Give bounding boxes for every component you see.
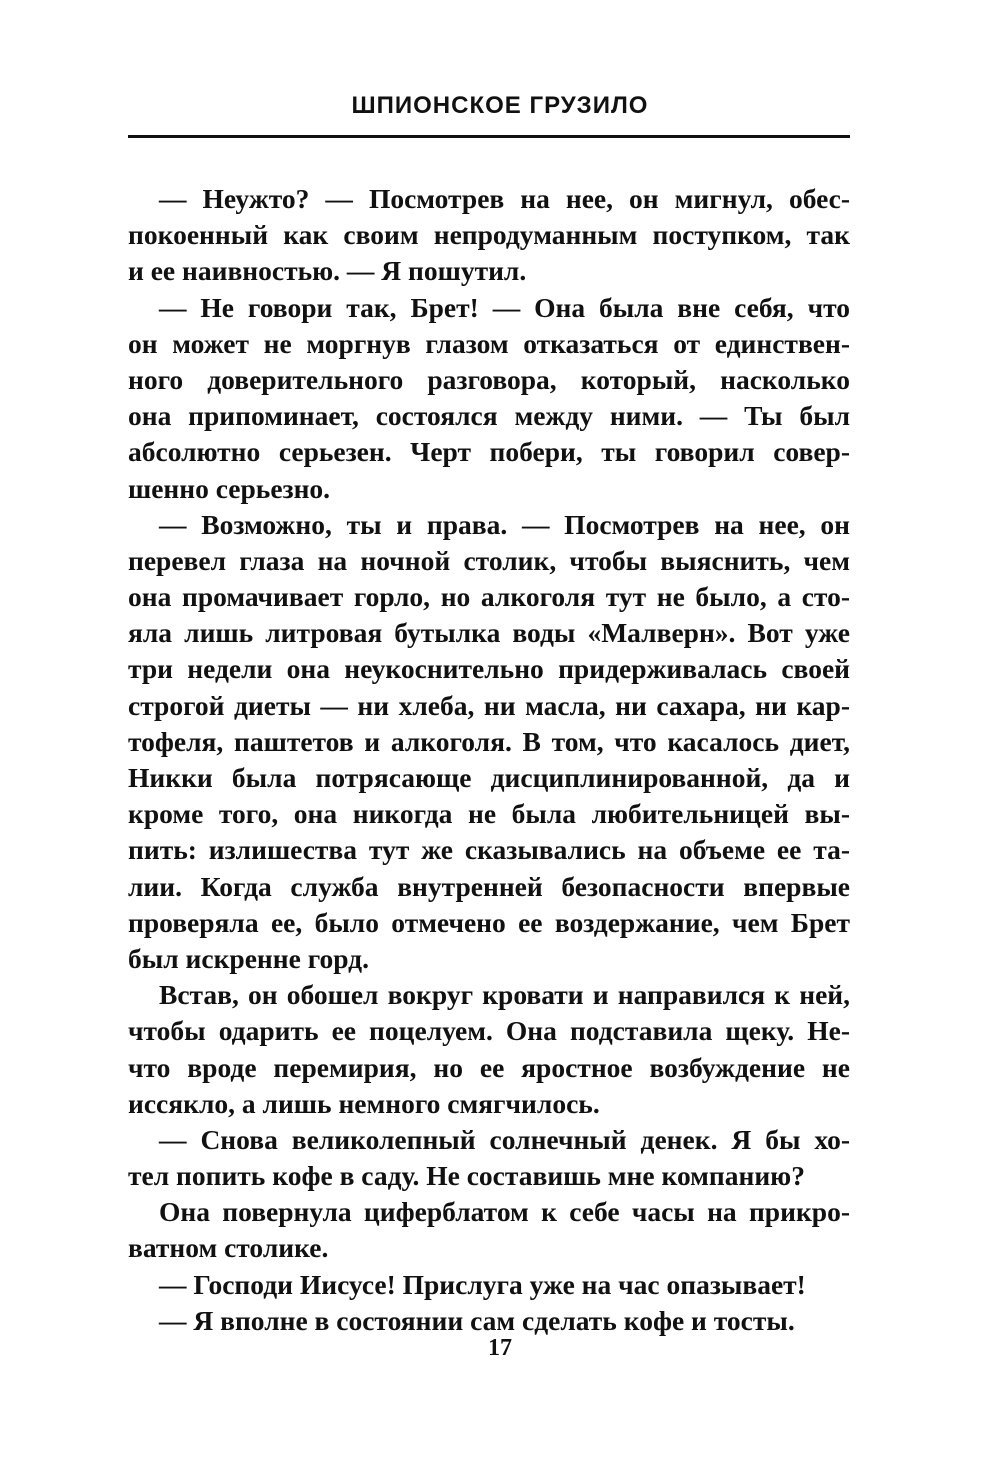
text-line: — Господи Иисусе! Прислуга уже на час опазывает! xyxy=(159,1268,806,1300)
body-text xyxy=(128,181,850,1339)
text-line: — Не говори так, Брет! — Она была вне себя, что xyxy=(159,291,850,323)
text-line: шенно серьезно. xyxy=(128,472,331,504)
text-line: Встав, он обошел вокруг кровати и направился к ней, xyxy=(159,979,850,1011)
running-head: ШПИОНСКОЕ ГРУЗИЛО xyxy=(351,92,649,119)
text-line: покоенный как своим непродуманным поступком, так xyxy=(128,219,850,251)
text-line: — Неужто? — Посмотрев на нее, он мигнул, обес- xyxy=(159,183,850,214)
text-line: он может не моргнув глазом отказаться от единствен- xyxy=(128,327,850,359)
text-line: проверяла ее, было отмечено ее воздержание, чем Брет xyxy=(128,906,850,938)
text-line: тел попить кофе в саду. Не составишь мне компанию? xyxy=(128,1160,805,1192)
text-line: — Снова великолепный солнечный денек. Я бы хо- xyxy=(159,1123,850,1155)
text-line: строгой диеты — ни хлеба, ни масла, ни сахара, ни кар- xyxy=(128,689,850,721)
text-line: она промачивает горло, но алкоголя тут не было, а сто- xyxy=(128,581,850,613)
text-line: кроме того, она никогда не была любительницей вы- xyxy=(128,798,850,830)
text-line: тофеля, паштетов и алкоголя. В том, что касалось диет, xyxy=(128,725,850,757)
text-line: — Возможно, ты и права. — Посмотрев на нее, он xyxy=(159,508,850,540)
text-line: яла лишь литровая бутылка воды «Малверн». Вот уже xyxy=(128,617,850,649)
text-line: и ее наивностью. — Я пошутил. xyxy=(128,255,527,287)
text-line: Она повернула циферблатом к себе часы на прикро- xyxy=(159,1196,850,1228)
text-line: иссякло, а лишь немного смягчилось. xyxy=(128,1087,600,1119)
text-line: она припоминает, состоялся между ними. — Ты был xyxy=(128,400,850,432)
text-line: перевел глаза на ночной столик, чтобы выяснить, чем xyxy=(128,544,850,576)
header-rule xyxy=(128,135,850,138)
page-number: 17 xyxy=(488,1335,512,1361)
text-line: был искренне горд. xyxy=(128,942,369,974)
text-line: пить: излишества тут же сказывались на объеме ее та- xyxy=(128,834,850,866)
text-line: чтобы одарить ее поцелуем. Она подставила щеку. Не- xyxy=(128,1015,850,1047)
text-line: ного доверительного разговора, который, насколько xyxy=(128,363,850,395)
text-line: что вроде перемирия, но ее яростное возбуждение не xyxy=(128,1051,850,1083)
text-line: абсолютно серьезен. Черт побери, ты говорил совер- xyxy=(128,436,850,468)
text-line: ватном столике. xyxy=(128,1232,329,1264)
text-line: лии. Когда служба внутренней безопасности впервые xyxy=(128,870,850,902)
text-line: Никки была потрясающе дисциплинированной, да и xyxy=(128,762,850,793)
text-line: три недели она неукоснительно придерживалась своей xyxy=(128,653,850,685)
text-line: — Я вполне в состоянии сам сделать кофе и тосты. xyxy=(159,1304,795,1336)
